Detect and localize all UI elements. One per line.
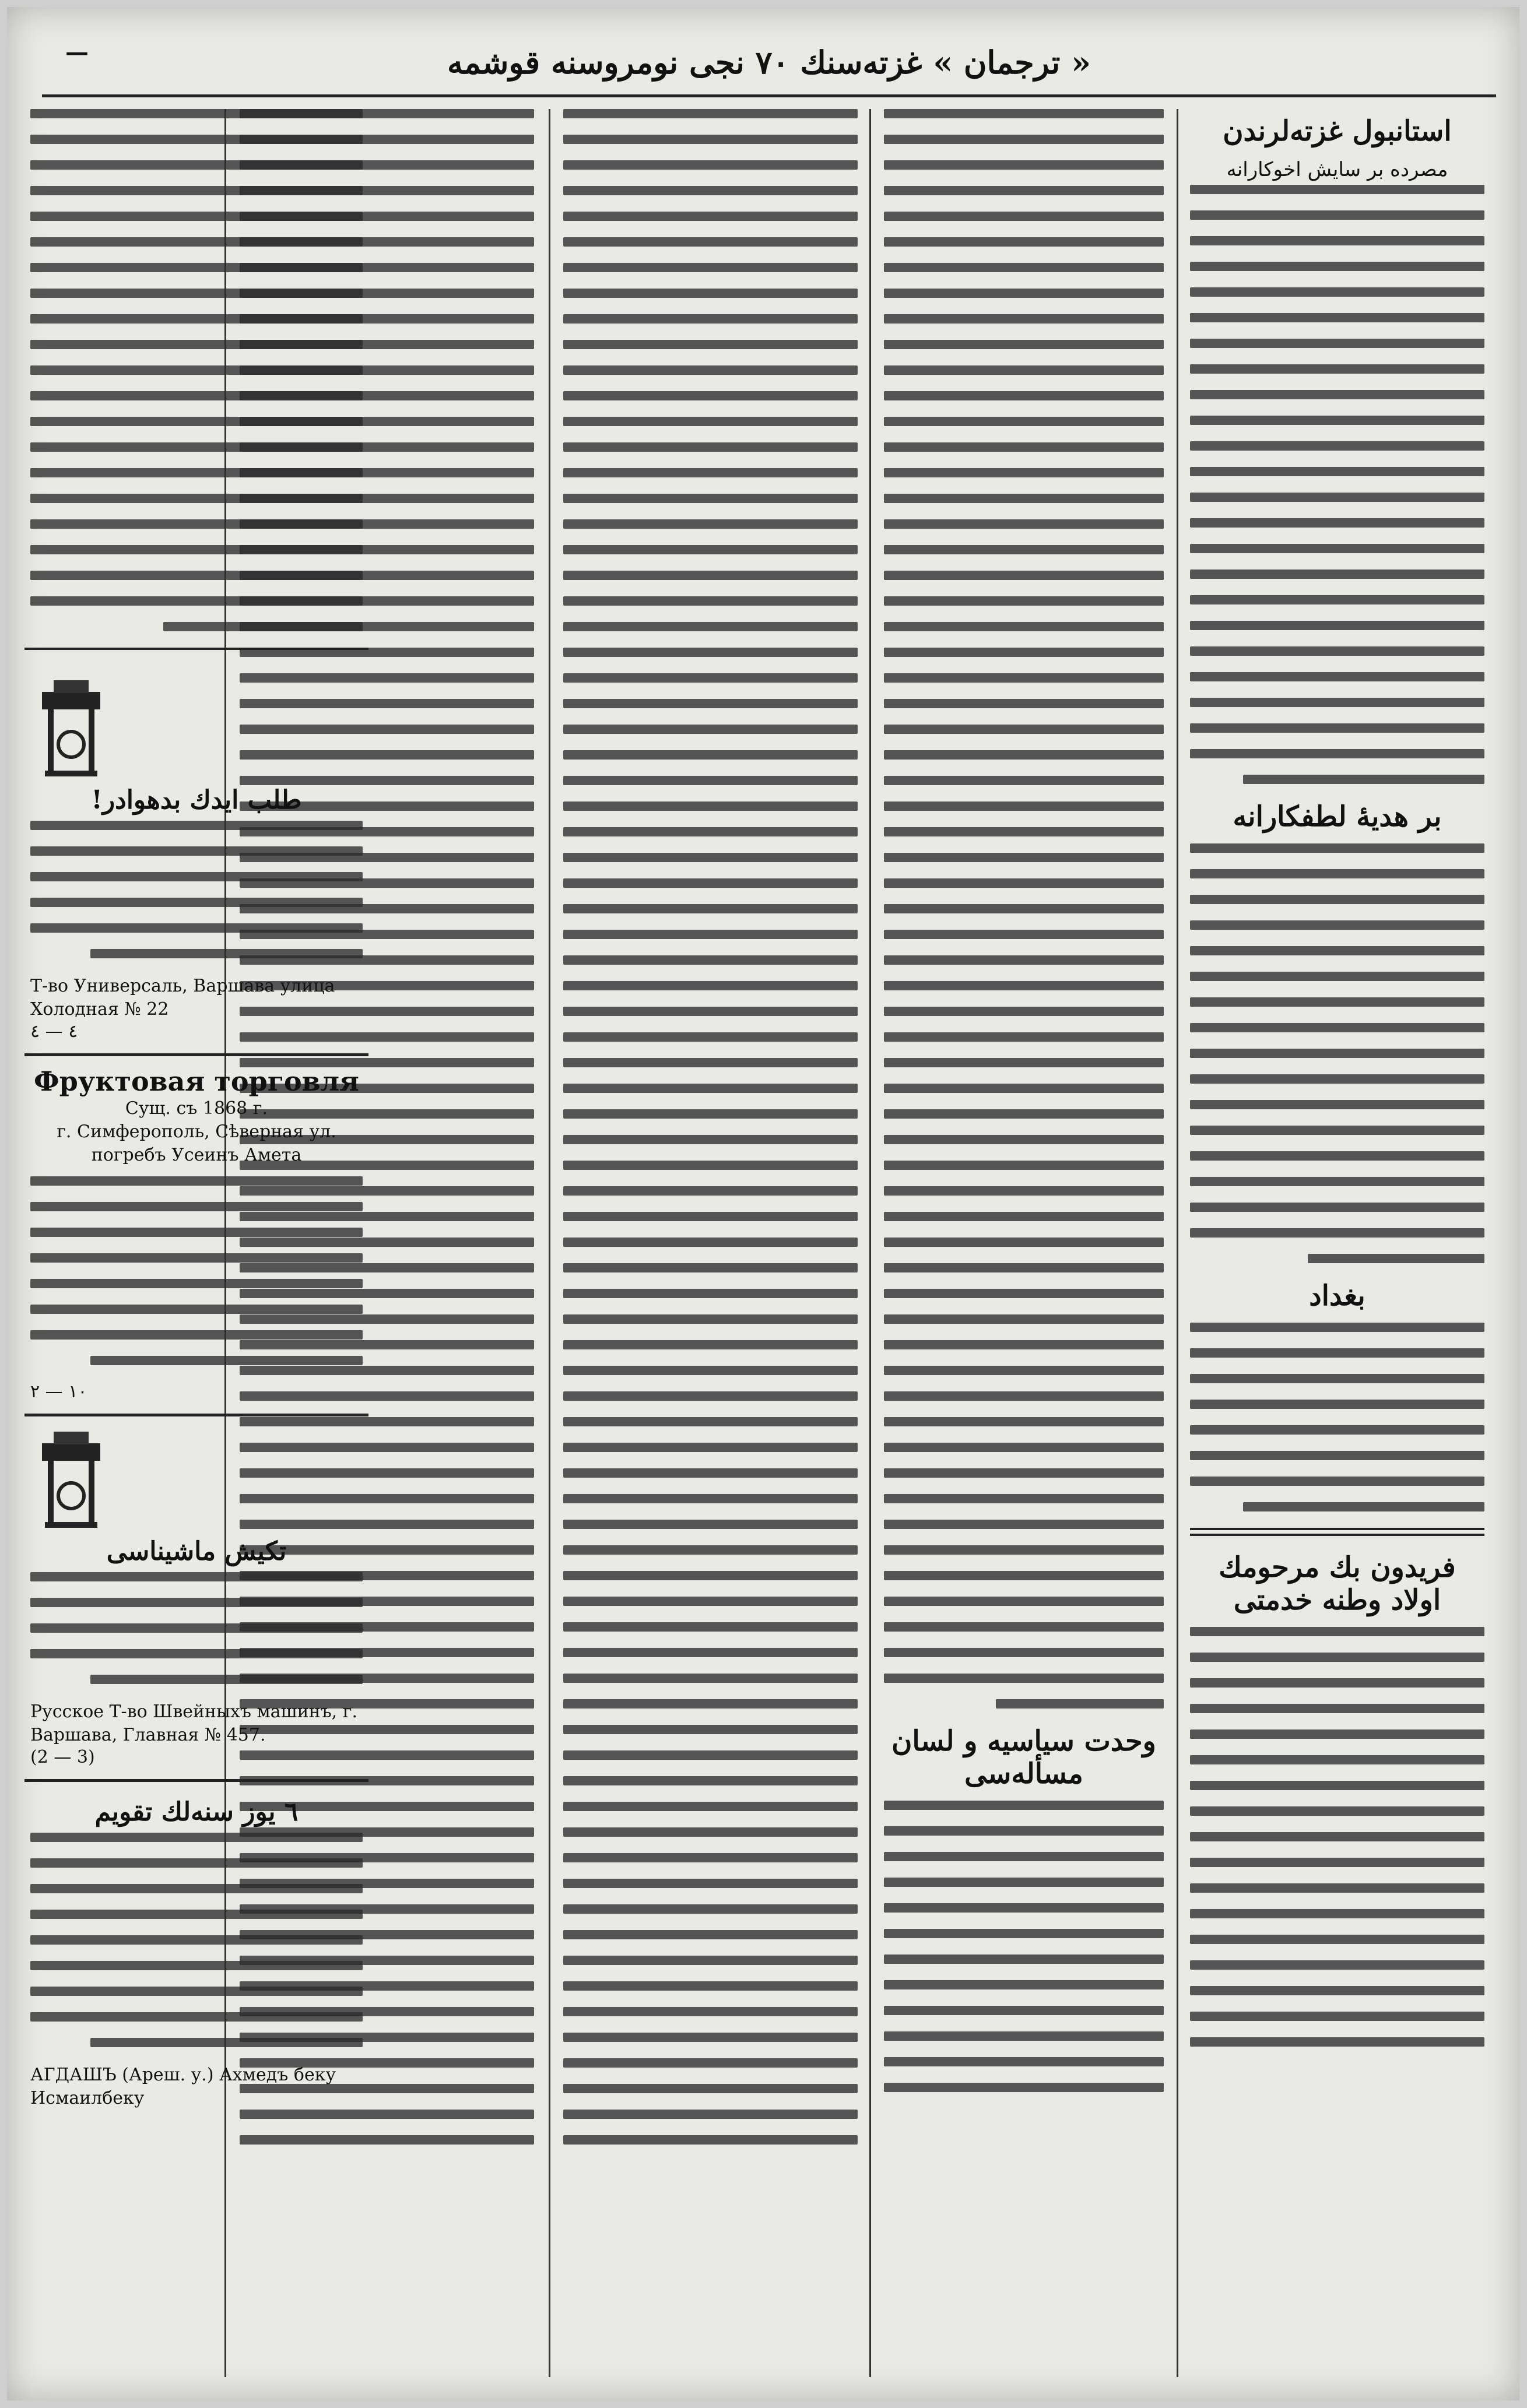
- ad-sewing-title: تكیش ماشیناسی: [106, 1537, 287, 1566]
- column-3: [563, 109, 858, 2377]
- article-title-gift: بر هدیهٔ لطفکارانه: [1233, 800, 1442, 833]
- column-5: [24, 109, 368, 2377]
- article-text: [1190, 185, 1484, 784]
- ad-number: ١٠ — ٢: [30, 1381, 87, 1402]
- ad-text: [30, 1176, 363, 1365]
- article-title-feridun: فریدون بك مرحومك اولاد وطنه خدمتی: [1219, 1551, 1456, 1616]
- column-rule: [869, 109, 871, 2377]
- article-text: [1190, 1627, 1484, 2047]
- article-text: [24, 109, 368, 631]
- article-title-baghdad: بغداد: [1309, 1279, 1365, 1312]
- ad-sewing: [24, 1416, 368, 1782]
- header-marker: —: [65, 38, 89, 66]
- ad-calendar-title: ٦ یوز سنه‌لك تقویم: [94, 1797, 299, 1827]
- header-title: « ترجمان » غزته‌سنك ٧٠ نجی نومروسنه قوشمه: [447, 44, 1091, 81]
- ad-text: [30, 1572, 363, 1684]
- ad-fruit-subtitle: Сущ. съ 1868 г.: [125, 1098, 268, 1119]
- ad-fruit-title: Фруктовая торговля: [33, 1066, 360, 1097]
- article-title-unity: وحدت سیاسیه و لسان مسأله‌سی: [891, 1725, 1156, 1790]
- article-text: [1190, 843, 1484, 1263]
- column-rule: [1177, 109, 1178, 2377]
- ad-tailor-address: Т-во Универсаль, Варшава улица Холодная № 22: [30, 976, 335, 1020]
- ad-text: [30, 1833, 363, 2047]
- ad-calendar-address: АГДАШЪ (Ареш. у.) Ахмедъ беку Исмаилбеку: [30, 2065, 336, 2108]
- ad-fruit: [24, 1056, 368, 1416]
- column-2: [884, 109, 1164, 2377]
- newspaper-page: [7, 7, 1519, 2400]
- article-text: [884, 1801, 1164, 2092]
- article-title-istanbul: استانبول غزته‌لرندن: [1223, 115, 1452, 147]
- ad-number: ٤ — ٤: [30, 1021, 78, 1042]
- article-text: [1190, 1323, 1484, 1511]
- ad-calendar: [24, 1782, 368, 2122]
- column-1: [1190, 109, 1484, 2377]
- ad-text: [30, 821, 363, 958]
- ad-sewing-address: Русское Т-во Швейныхъ машинъ, г. Варшава, Главная № 457.: [30, 1702, 357, 1745]
- article-subtitle: مصرده بر سایش اخوکارانه: [1226, 158, 1448, 181]
- page-header: [42, 30, 1496, 97]
- sewing-machine-icon: [36, 1432, 106, 1531]
- section-divider: [24, 648, 368, 650]
- ad-fruit-address: г. Симферополь, Сѣверная ул. погребъ Усеинъ Амета: [57, 1122, 336, 1165]
- column-rule: [549, 109, 550, 2377]
- ad-number: (2 — 3): [30, 1747, 95, 1767]
- section-divider: [1190, 1528, 1484, 1536]
- ad-tailor: [24, 665, 368, 1056]
- ad-tailor-title: طلب ایدك بدهوادر!: [91, 785, 302, 815]
- article-text: [563, 109, 858, 2145]
- sewing-machine-icon: [36, 680, 106, 779]
- article-text: [884, 109, 1164, 1709]
